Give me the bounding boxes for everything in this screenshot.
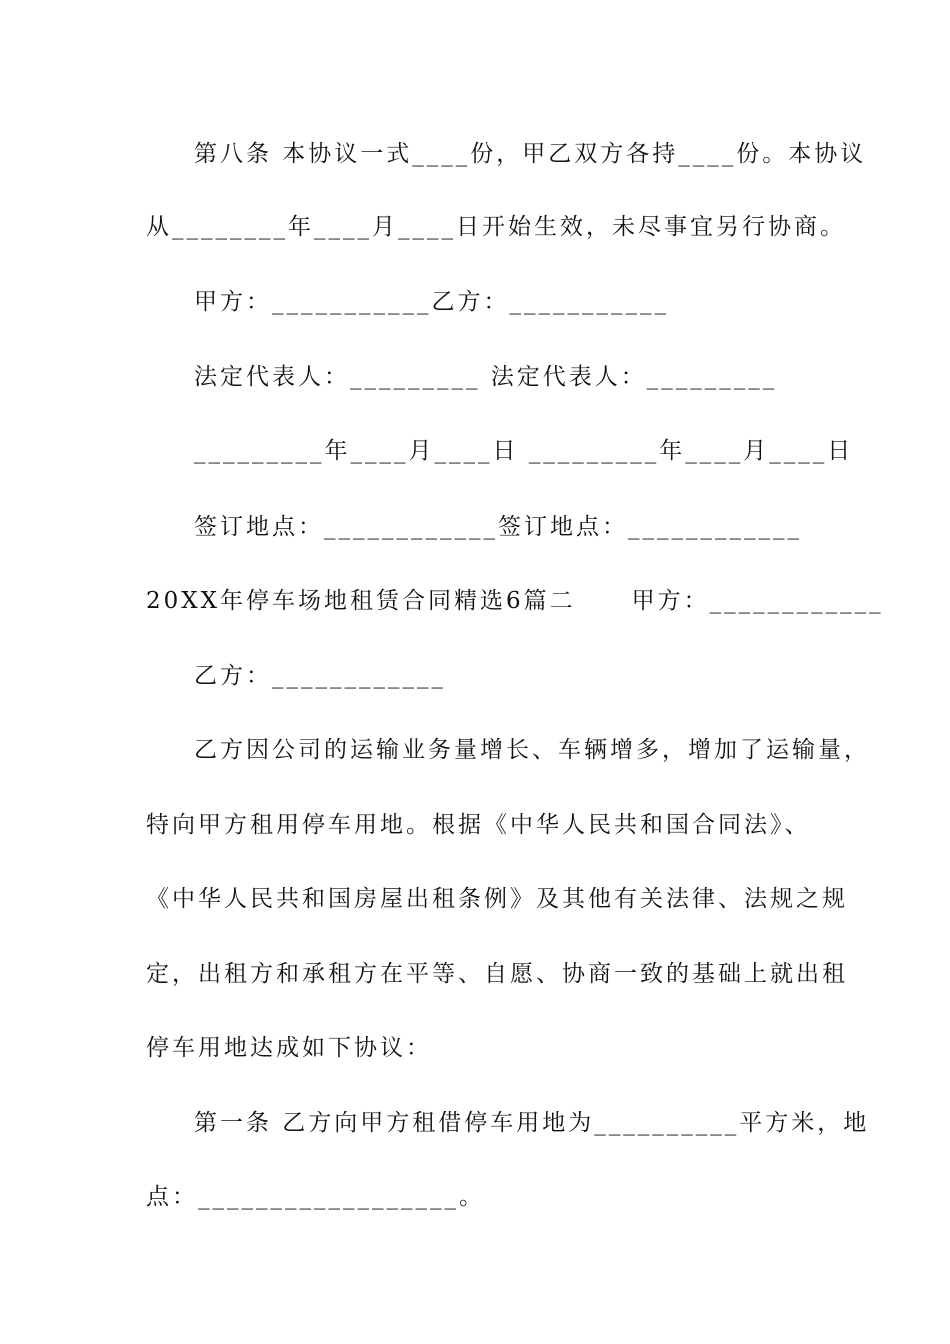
preamble-line-2: 特向甲方租用停车用地。根据《中华人民共和国合同法》、	[146, 812, 811, 838]
article-1-line-2: 点：__________________。	[146, 1184, 485, 1210]
section-title-line	[146, 586, 884, 616]
article-8-line-1: 第八条 本协议一式____份，甲乙双方各持____份。本协议	[194, 141, 867, 167]
article-1-line-1: 第一条 乙方向甲方租借停车用地为__________平方米，地	[194, 1110, 870, 1136]
party-signature-line: 甲方：___________乙方：___________	[194, 289, 669, 315]
section-title: 20XX年停车场地租赁合同精选6篇二	[146, 588, 576, 614]
article-8-line-2: 从________年____月____日开始生效，未尽事宜另行协商。	[146, 214, 846, 240]
party-a-field: 甲方：____________	[631, 588, 884, 614]
signing-place-line: 签订地点：____________签订地点：____________	[194, 514, 802, 540]
preamble-line-4: 定，出租方和承租方在平等、自愿、协商一致的基础上就出租	[146, 961, 848, 987]
preamble-line-5: 停车用地达成如下协议：	[146, 1035, 432, 1061]
signing-date-line: _________年____月____日 _________年____月____日	[194, 438, 854, 464]
preamble-line-3: 《中华人民共和国房屋出租条例》及其他有关法律、法规之规	[146, 886, 848, 912]
preamble-line-1: 乙方因公司的运输业务量增长、车辆增多，增加了运输量，	[194, 737, 870, 763]
party-b-field: 乙方：____________	[194, 663, 446, 689]
legal-representative-line: 法定代表人：_________ 法定代表人：_________	[194, 364, 778, 390]
